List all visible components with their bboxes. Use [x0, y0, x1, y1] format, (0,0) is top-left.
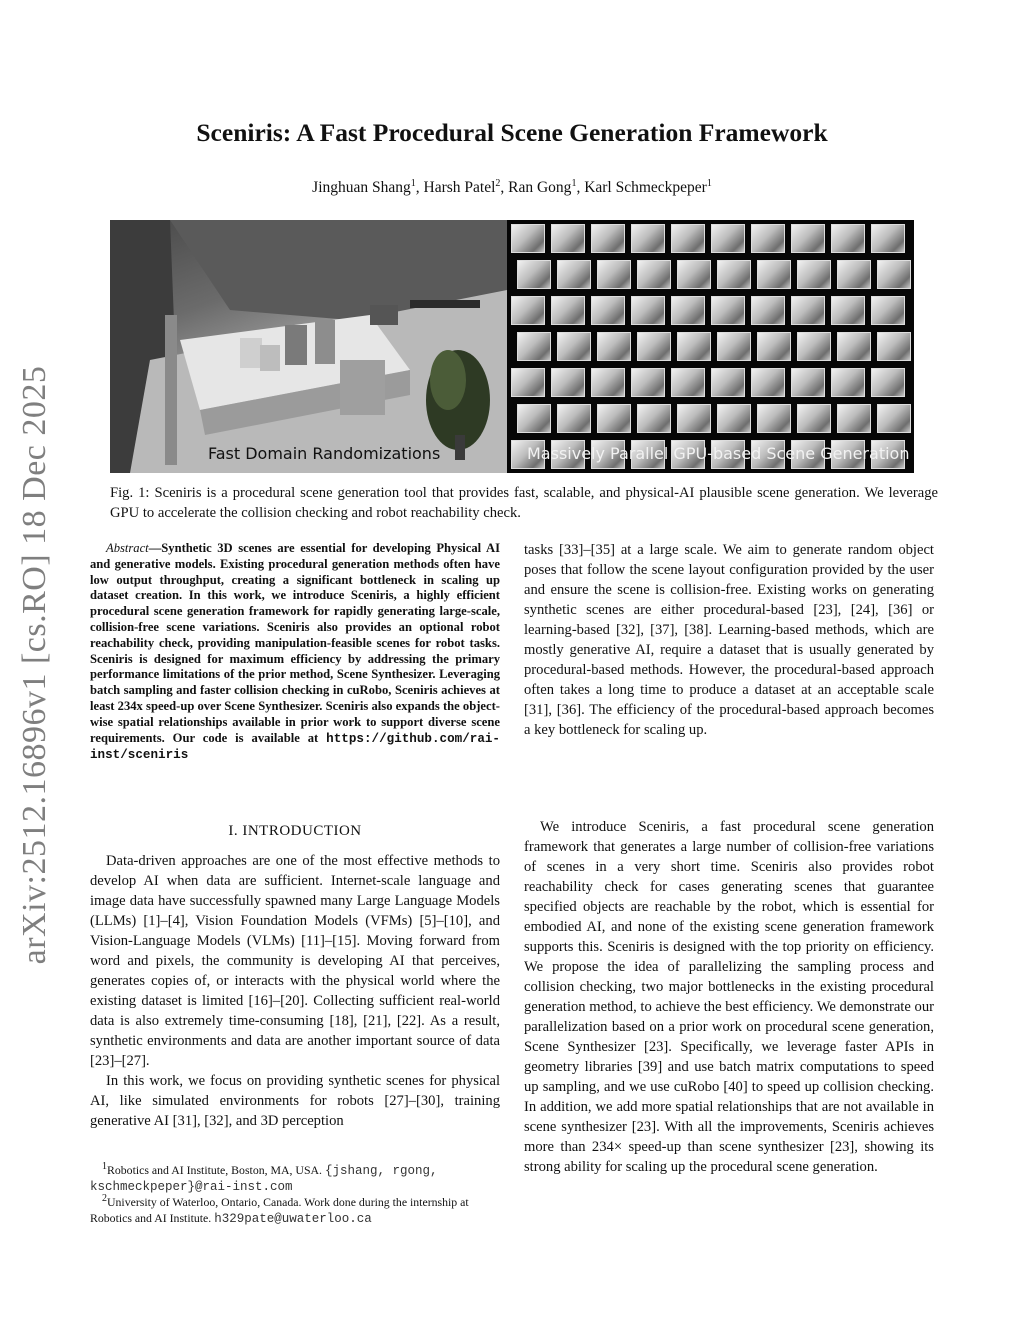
scene-thumbnail	[837, 332, 871, 361]
abstract-text: Synthetic 3D scenes are essential for developing Physical AI and generative models. Existing procedural generation methods often have low output throughput, creating a significant bottleneck in scaling up dataset creation. In this work, we introduce Sceniris, a highly efficient procedural scene generation framework for rapidly generating large-scale, collision-free scene variations. Sceniris also provides an optional robot reachability check, providing manipulation-feasible scenes for robot tasks. Sceniris is designed for maximum efficiency by addressing the primary performance limitations of the prior method, Scene Synthesizer. Leveraging batch sampling and faster collision checking in cuRobo, Sceniris achieves at least 234x speed-up over Scene Synthesizer. Sceniris also expands the object-wise spatial relationships available in prior work to support diverse scene requirements. Our code is available at	[90, 541, 500, 745]
scene-thumbnail	[791, 296, 825, 325]
scene-thumbnail	[517, 404, 551, 433]
scene-thumbnail	[631, 224, 665, 253]
arxiv-stamp-text: arXiv:2512.16896v1 [cs.RO] 18 Dec 2025	[16, 365, 53, 965]
right-column-top	[524, 540, 934, 740]
scene-thumbnail	[631, 296, 665, 325]
scene-thumbnail	[751, 224, 785, 253]
footnote-number: 1	[102, 1161, 107, 1173]
scene-thumbnail	[871, 296, 905, 325]
footnote	[90, 1195, 500, 1226]
scene-thumbnail	[791, 224, 825, 253]
scene-thumbnail	[551, 296, 585, 325]
scene-thumbnail	[711, 224, 745, 253]
scene-thumbnail	[517, 332, 551, 361]
scene-thumbnail	[717, 404, 751, 433]
intro-column	[90, 851, 500, 1131]
scene-thumbnail	[831, 224, 865, 253]
scene-thumbnail	[511, 296, 545, 325]
scene-thumbnail	[591, 368, 625, 397]
scene-thumbnail	[557, 260, 591, 289]
scene-thumbnail	[757, 332, 791, 361]
scene-thumbnail	[591, 296, 625, 325]
fig-label-right: Massively Parallel GPU-based Scene Generation	[527, 444, 910, 463]
scene-thumbnail	[557, 404, 591, 433]
abstract-dash: —	[148, 541, 162, 555]
scene-thumbnail	[517, 260, 551, 289]
scene-thumbnail	[877, 332, 911, 361]
abstract	[90, 541, 500, 764]
scene-thumbnail	[837, 260, 871, 289]
paragraph: We introduce Sceniris, a fast procedural scene generation framework that generates a large number of collision-free variations of scenes in a very short time. Sceniris also provides robot reachability check for cases generating scenes that guarantee specified objects are reachable by the robot, which is essential for embodied AI, and none of the existing scene generation framework supports this. Sceniris is designed with the top priority on efficiency. We propose the idea of parallelizing the sampling process and collision checking, two major bottlenecks in the existing procedural generation method, to achieve the best efficiency. We demonstrate our parallelization based on a prior work on procedural scene generation, Scene Synthesizer [23]. Specifically, we leverage faster APIs in geometry libraries [39] and use batch matrix computations to speed up sampling, and we use cuRobo [40] to speed up collision checking. In addition, we add more spatial relationships that are not available in scene synthesizer [23]. With all the improvements, Sceniris achieves more than 234× speed-up than scene synthesizer [23], showing its strong ability for scaling up the procedural scene generation.	[524, 819, 934, 1175]
abstract-lead: Abstract	[106, 541, 149, 555]
parallel-scenes-grid	[507, 220, 914, 473]
author-affiliation: 1	[706, 177, 712, 189]
scene-thumbnail	[797, 404, 831, 433]
scene-thumbnail	[871, 224, 905, 253]
footnote-number: 2	[102, 1193, 107, 1205]
scene-thumbnail	[671, 296, 705, 325]
footnote	[90, 1163, 500, 1195]
scene-thumbnail	[751, 296, 785, 325]
scene-thumbnail	[837, 404, 871, 433]
author-affiliation: 2	[495, 177, 501, 189]
footnote-email[interactable]: h329pate@uwaterloo.ca	[214, 1211, 372, 1226]
scene-thumbnail	[717, 260, 751, 289]
scene-thumbnail	[511, 368, 545, 397]
paper-title: Sceniris: A Fast Procedural Scene Generation Framework	[196, 118, 828, 147]
scene-thumbnail	[711, 368, 745, 397]
figure-1	[110, 220, 914, 473]
arxiv-stamp	[14, 365, 56, 965]
scene-thumbnail	[757, 404, 791, 433]
scene-thumbnail	[877, 404, 911, 433]
author-affiliation: 1	[410, 177, 416, 189]
author-list: Jinghuan Shang$^1$, Harsh Patel$^2$, Ran Gong$^1$, Karl Schmeckpeper$^1$	[312, 177, 712, 196]
right-column-bottom	[524, 817, 934, 1177]
scene-thumbnail	[637, 404, 671, 433]
scene-thumbnail	[677, 332, 711, 361]
scene-thumbnail	[751, 368, 785, 397]
scene-thumbnail	[797, 260, 831, 289]
scene-thumbnail	[677, 404, 711, 433]
paragraph: Data-driven approaches are one of the most effective methods to develop AI when data are sufficient. Internet-scale language and image data have successfully spawned many Large Language Models (LLMs) [1]–[4], Vision Foundation Models (VFMs) [5]–[10], and Vision-Language Models (VLMs) [11]–[15]. Moving forward from word and pixels, the community is developing AI that perceives, generates copies of, or interacts with the physical world where the existing dataset is limited [16]–[20]. Collecting sufficient real-world data is also extremely time-consuming [18], [21], [22]. As a result, synthetic environments and data are another important source of data [23]–[27].	[90, 853, 500, 1069]
scene-thumbnail	[597, 260, 631, 289]
scene-thumbnail	[591, 224, 625, 253]
scene-thumbnail	[877, 260, 911, 289]
scene-thumbnail	[757, 260, 791, 289]
scene-thumbnail	[511, 224, 545, 253]
scene-thumbnail	[551, 368, 585, 397]
section-heading: I. INTRODUCTION	[228, 823, 362, 839]
footnotes	[90, 1163, 500, 1227]
scene-thumbnail	[597, 332, 631, 361]
scene-thumbnail	[711, 296, 745, 325]
paragraph: tasks [33]–[35] at a large scale. We aim to generate random object poses that follow the scene layout configuration provided by the user and ensure the scene is collision-free. Existing works on generating synthetic scenes are either procedural-based [23], [24], [36] or learning-based [32], [37], [38]. Learning-based methods, which are mostly generative AI, require a dataset that is usually generated by procedural-based methods. However, the procedural-based approach often takes a long time to produce a dataset at an acceptable scale [31], [36]. The efficiency of the procedural-based approach becomes a key bottleneck for scaling up.	[524, 542, 934, 738]
scene-thumbnail	[797, 332, 831, 361]
scene-thumbnail	[871, 368, 905, 397]
paragraph: In this work, we focus on providing synthetic scenes for physical AI, like simulated environments for robots [27]–[30], training generative AI [31], [32], and 3D perception	[90, 1073, 500, 1129]
domain-randomization-render	[110, 220, 507, 473]
code-url[interactable]: https://github.com/rai-inst/sceniris	[90, 731, 500, 763]
kitchen-scene-illustration	[110, 220, 507, 473]
scene-thumbnail	[831, 368, 865, 397]
author-name: Jinghuan Shang	[312, 179, 411, 196]
scene-thumbnail	[557, 332, 591, 361]
footnote-text: University of Waterloo, Ontario, Canada. Work done during the internship at Robotics and AI Institute.	[90, 1195, 469, 1225]
footnote-email[interactable]: {jshang, rgong, kschmeckpeper}@rai-inst.com	[90, 1164, 438, 1195]
author-affiliation: 1	[571, 177, 577, 189]
footnote-text: Robotics and AI Institute, Boston, MA, USA.	[107, 1163, 322, 1177]
scene-thumbnail	[597, 404, 631, 433]
scene-thumbnail	[791, 368, 825, 397]
author-name: Karl Schmeckpeper	[584, 179, 707, 196]
scene-thumbnail	[637, 332, 671, 361]
author-name: Harsh Patel	[423, 179, 496, 196]
author-name: Ran Gong	[508, 179, 572, 196]
fig-label-left: Fast Domain Randomizations	[208, 444, 441, 463]
scene-thumbnail	[631, 368, 665, 397]
scene-thumbnail	[671, 224, 705, 253]
scene-thumbnail	[551, 224, 585, 253]
scene-thumbnail	[831, 296, 865, 325]
scene-thumbnail	[677, 260, 711, 289]
scene-thumbnail	[671, 368, 705, 397]
scene-thumbnail	[637, 260, 671, 289]
figure-caption: Fig. 1: Sceniris is a procedural scene generation tool that provides fast, scalable, and physical-AI plausible scene generation. We leverage GPU to accelerate the collision checking and robot reachability check.	[110, 485, 938, 521]
scene-thumbnail	[717, 332, 751, 361]
